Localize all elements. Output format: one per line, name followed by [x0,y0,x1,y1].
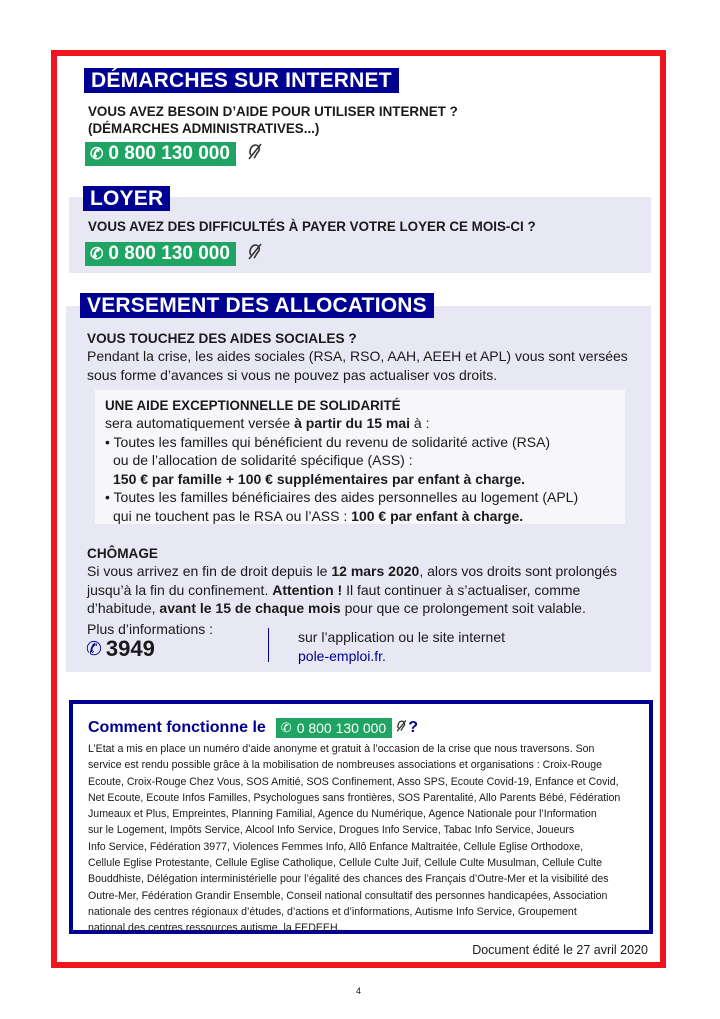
chomage-title: CHÔMAGE [87,546,158,561]
comment-title: Comment fonctionne le [88,719,266,736]
comment-line: Cellule Eglise Protestante, Cellule Eglise Catholique, Cellule Culte Juif, Cellule Culte Musulman, Cellule Culte [88,857,603,870]
deaf-accessibility-icon [246,241,264,266]
phone-icon: ✆ [90,245,104,263]
chomage-text: Il faut continuer à s’actualiser, comme [342,581,581,598]
chomage-text: d’habitude, [87,600,160,616]
aide-intro: sera automatiquement versée [105,415,295,431]
phone-icon: ✆ [90,145,104,163]
app-text: sur l’application ou le site internet [298,629,506,645]
deaf-accessibility-icon [395,718,408,738]
pole-emploi-phone[interactable] [86,636,155,662]
internet-question [88,103,458,137]
chomage-block [87,545,617,618]
chomage-date: 12 mars 2020 [331,563,420,579]
comment-title-row [88,718,418,738]
deaf-accessibility-icon [246,141,264,166]
chomage-text: , alors vos droits sont prolongés [419,563,617,579]
aide-bullet1-line1: • Toutes les familles qui bénéficient du revenu de solidarité active (RSA) [105,433,551,450]
pole-emploi-link[interactable]: pole-emploi.fr. [298,647,386,664]
aide-title: UNE AIDE EXCEPTIONNELLE DE SOLIDARITÉ [105,398,401,413]
edition-date: Document édité le 27 avril 2020 [472,943,648,957]
aide-bullet2-line2: qui ne touchent pas le RSA ou l’ASS : [113,507,352,524]
chomage-text: pour que ce prolongement soit valable. [340,600,586,616]
divider [268,628,269,662]
comment-line: nationale des centres régionaux d’études, d’actions et d’informations, Autisme Info Service, Groupement [88,905,577,918]
comment-phone-button[interactable] [276,718,392,738]
aide-intro-date: à partir du 15 mai [294,415,411,431]
aides-sociales-block [87,330,628,384]
chomage-attention: Attention ! [272,581,343,598]
comment-line: sur le Logement, Impôts Service, Alcool Info Service, Drogues Info Service, Tabac Info Service, Joueurs [88,824,575,837]
chomage-text: Si vous arrivez en fin de droit depuis le [87,563,332,579]
aides-sociales-text-line1: Pendant la crise, les aides sociales (RSA, RSO, AAH, AEEH et APL) vous sont versées [87,348,628,364]
comment-line: Info Service, Fédération 3977, Violences Femmes Info, Allô Enfance Maltraitée, Cellule Eglise Orthodoxe, [88,840,584,853]
comment-line: Bouddhiste, Délégation interministérielle pour l’égalité des chances des Français d’Outre-Mer et la visibilité des [88,873,609,886]
chomage-text: jusqu’à la fin du confinement. [87,581,273,598]
comment-phone-number: 0 800 130 000 [296,720,387,736]
aide-bullet2-amount: 100 € par enfant à charge. [351,507,524,524]
comment-line: L’Etat a mis en place un numéro d’aide anonyme et gratuit à l’occasion de la crise que nous traversons. Son [88,743,595,755]
comment-line: Outre-Mer, Fédération Grandir Ensemble, Conseil national consultatif des personnes handicapées, Association [88,889,608,902]
loyer-phone-number: 0 800 130 000 [108,242,230,264]
pole-emploi-info [298,628,505,665]
comment-line: Ecoute, Croix-Rouge Chez Vous, SOS Amitié, SOS Confinement, Asso SPS, Ecoute Covid-19, Enfance et Covid, [88,775,619,788]
aides-sociales-text-line2: sous forme d’avances si vous ne pouvez pas actualiser vos droits. [87,366,498,383]
phone-icon: ✆ [280,720,292,735]
loyer-phone-button[interactable] [85,242,236,266]
comment-line: national des centres ressources autisme, la FEDEEH... [88,922,347,935]
aide-bullet1-amount: 150 € par famille + 100 € supplémentaires par enfant à charge. [113,470,526,487]
aide-bullet1-line2: ou de l’allocation de solidarité spécifique (ASS) : [113,452,413,468]
aides-sociales-question: VOUS TOUCHEZ DES AIDES SOCIALES ? [87,331,357,346]
comment-line: service est rendu possible grâce à la mobilisation de nombreuses associations et organisations : Croix-Rouge [88,759,603,772]
loyer-question: VOUS AVEZ DES DIFFICULTÉS À PAYER VOTRE LOYER CE MOIS-CI ? [88,219,536,234]
internet-question-line2: (DÉMARCHES ADMINISTRATIVES...) [88,121,320,136]
chomage-deadline: avant le 15 de chaque mois [159,600,341,616]
section-heading-loyer: LOYER [83,186,170,211]
comment-title-end: ? [408,719,418,736]
phone-icon: ✆ [86,638,102,660]
comment-line: Net Ecoute, Ecoute Infos Familles, Psychologues sans frontières, SOS Parentalité, Allo Parents Bébé, Fédération [88,791,621,804]
internet-phone-number: 0 800 130 000 [108,142,230,164]
internet-question-line1: VOUS AVEZ BESOIN D’AIDE POUR UTILISER INTERNET ? [88,104,458,119]
page-number: 4 [356,986,362,996]
section-heading-internet: DÉMARCHES SUR INTERNET [84,68,399,93]
internet-phone-row [85,141,264,166]
comment-body [88,741,648,937]
comment-line: Jumeaux et Plus, Empreintes, Planning Familial, Agence du Numérique, Agence Nationale pour l’Information [88,808,597,821]
aide-bullet2-line1: • Toutes les familles bénéficiaires des aides personnelles au logement (APL) [105,489,579,505]
aide-intro-end: à : [410,415,430,431]
pole-emploi-number: 3949 [105,636,155,661]
loyer-phone-row [85,241,264,266]
more-info-label: Plus d’informations : [87,621,214,637]
internet-phone-button[interactable] [85,142,236,166]
aide-exceptionnelle-content [105,397,578,525]
section-heading-allocations: VERSEMENT DES ALLOCATIONS [80,293,434,318]
